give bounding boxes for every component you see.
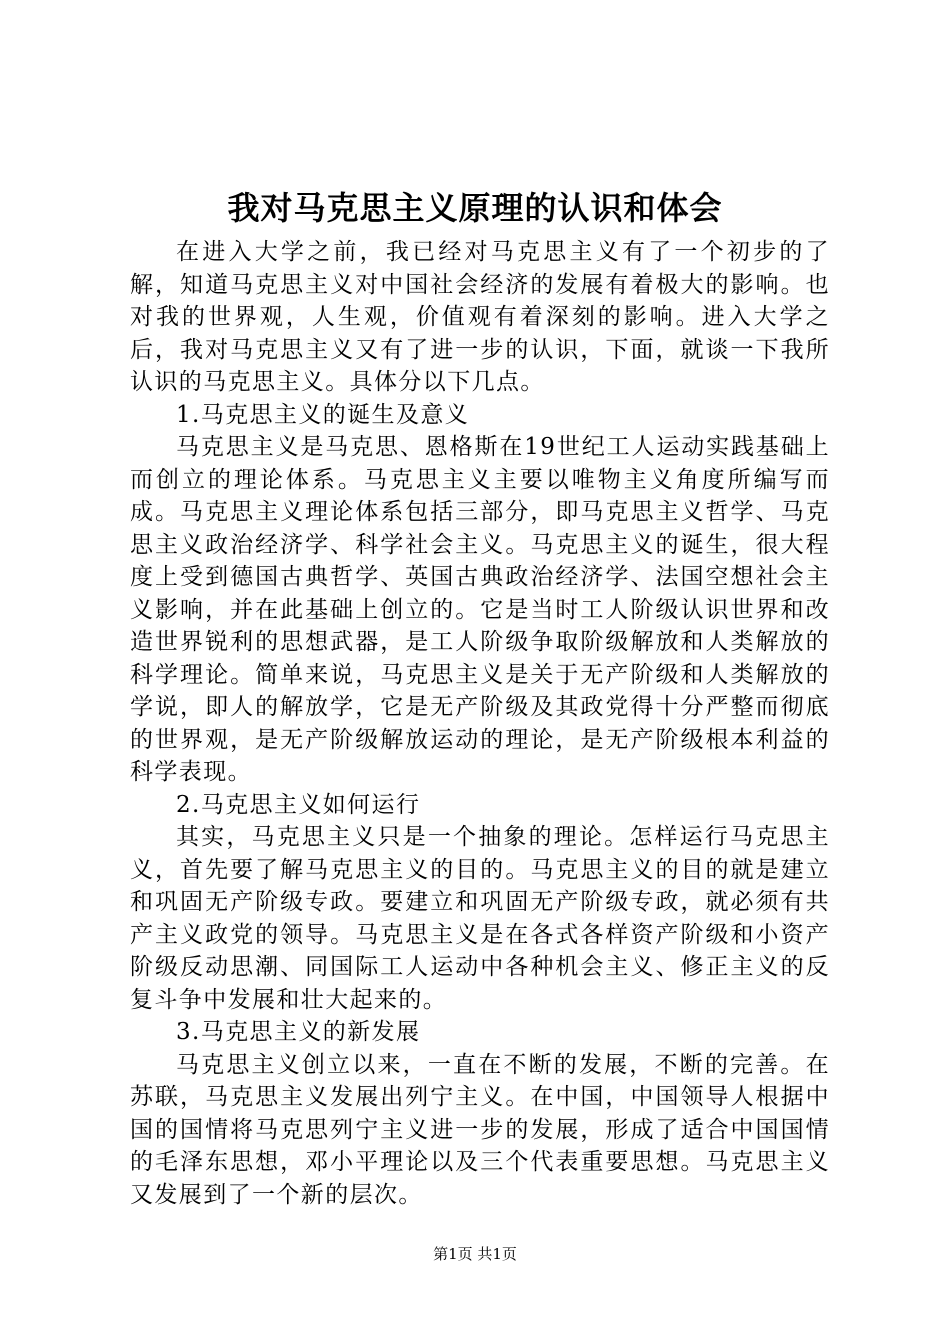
document-title: 我对马克思主义原理的认识和体会 (227, 189, 723, 227)
section-paragraph-1: 马克思主义是马克思、恩格斯在19世纪工人运动实践基础上而创立的理论体系。马克思主义主要以唯物主义角度所编写而成。马克思主义理论体系包括三部分，即马克思主义哲学、马克思主义政治经济学、科学社会主义。马克思主义的诞生，很大程度上受到德国古典哲学、英国古典政治经济学、法国空想社会主义影响，并在此基础上创立的。它是当时工人阶级认识世界和改造世界锐利的思想武器，是工人阶级争取阶级解放和人类解放的科学理论。简单来说，马克思主义是关于无产阶级和人类解放的学说，即人的解放学，它是无产阶级及其政党得十分严整而彻底的世界观，是无产阶级解放运动的理论，是无产阶级根本利益的科学表现。 (130, 434, 830, 785)
section-heading-3: 3.马克思主义的新发展 (176, 1019, 421, 1045)
page-number-footer: 第1页 共1页 (433, 1245, 517, 1263)
section-paragraph-3: 马克思主义创立以来，一直在不断的发展，不断的完善。在苏联，马克思主义发展出列宁主义。在中国，中国领导人根据中国的国情将马克思列宁主义进一步的发展，形成了适合中国国情的毛泽东思想，邓小平理论以及三个代表重要思想。马克思主义又发展到了一个新的层次。 (130, 1051, 830, 1208)
section-paragraph-2: 其实，马克思主义只是一个抽象的理论。怎样运行马克思主义，首先要了解马克思主义的目的。马克思主义的目的就是建立和巩固无产阶级专政。要建立和巩固无产阶级专政，就必须有共产主义政党的领导。马克思主义是在各式各样资产阶级和小资产阶级反动思潮、同国际工人运动中各种机会主义、修正主义的反复斗争中发展和壮大起来的。 (130, 824, 830, 1013)
intro-paragraph: 在进入大学之前，我已经对马克思主义有了一个初步的了解，知道马克思主义对中国社会经济的发展有着极大的影响。也对我的世界观，人生观，价值观有着深刻的影响。进入大学之后，我对马克思主义又有了进一步的认识，下面，就谈一下我所认识的马克思主义。具体分以下几点。 (130, 239, 830, 395)
document-body (130, 236, 830, 1211)
section-heading-1: 1.马克思主义的诞生及意义 (176, 401, 470, 428)
section-heading-2: 2.马克思主义如何运行 (176, 791, 421, 818)
